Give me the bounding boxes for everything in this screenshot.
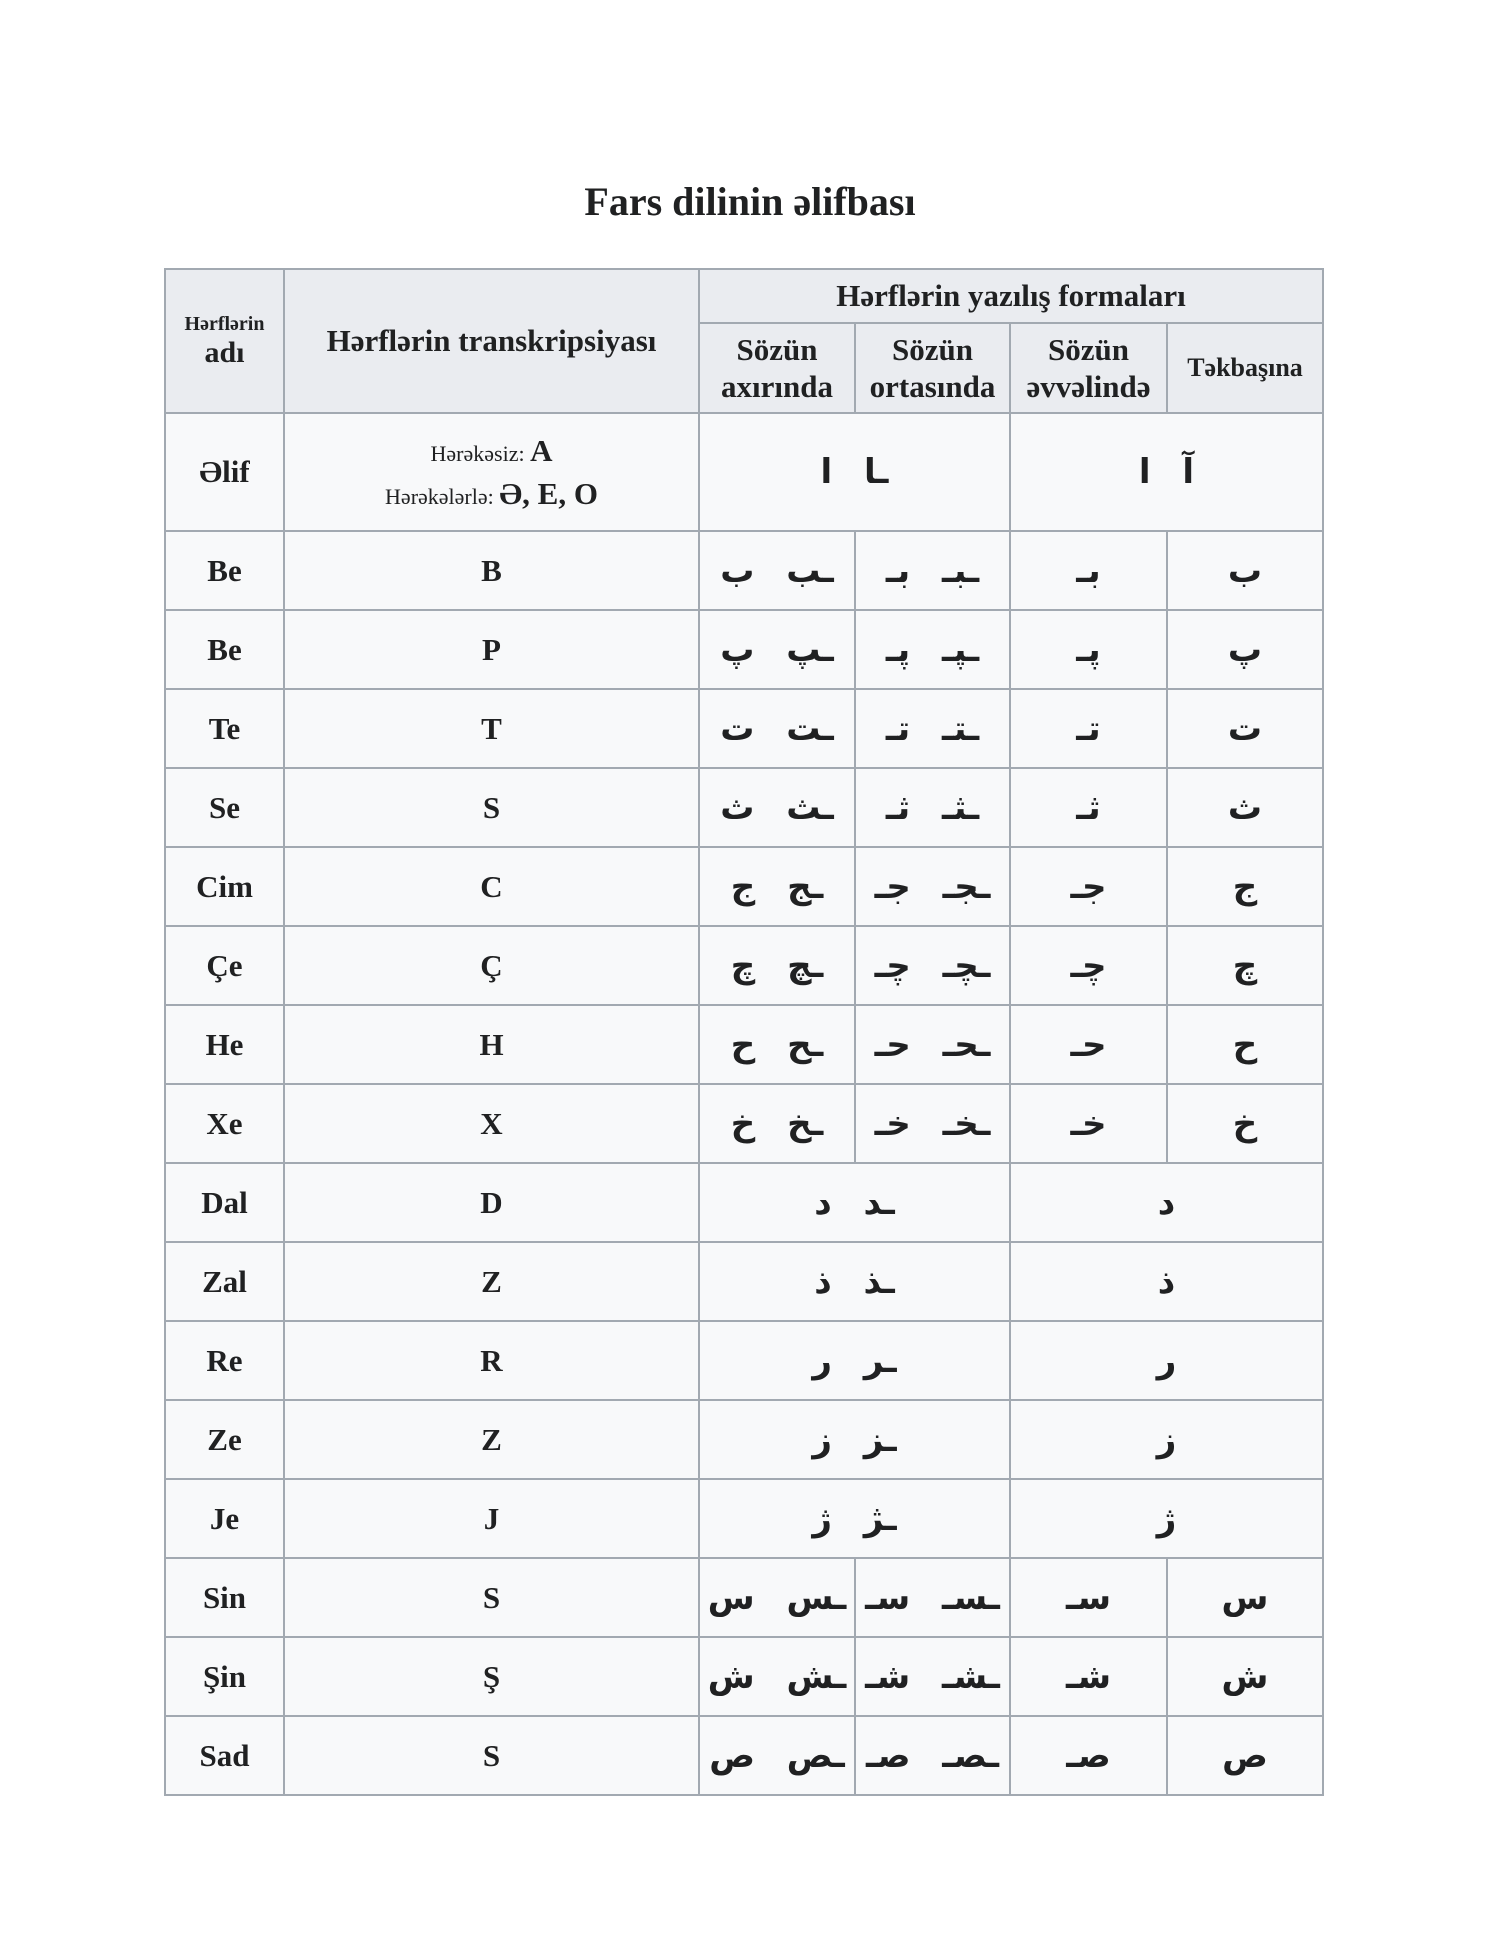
form-final-medial: ـذ ذ bbox=[699, 1242, 1010, 1321]
header-medial: Sözün ortasında bbox=[855, 323, 1010, 413]
table-row bbox=[165, 1242, 1323, 1321]
form-isolated: ب bbox=[1167, 531, 1323, 610]
form-initial: شـ bbox=[1010, 1637, 1167, 1716]
form-isolated: خ bbox=[1167, 1084, 1323, 1163]
form-initial-isolated: ذ bbox=[1010, 1242, 1323, 1321]
form-final-medial: ـر ر bbox=[699, 1321, 1010, 1400]
transcription: Ç bbox=[284, 926, 699, 1005]
table-row bbox=[165, 1479, 1323, 1558]
form-isolated: ص bbox=[1167, 1716, 1323, 1795]
letter-name: He bbox=[165, 1005, 284, 1084]
form-medial: ـچـ چـ bbox=[855, 926, 1010, 1005]
table-row bbox=[165, 768, 1323, 847]
form-medial: ـثـ ثـ bbox=[855, 768, 1010, 847]
form-initial-isolated: د bbox=[1010, 1163, 1323, 1242]
transcription: S bbox=[284, 768, 699, 847]
form-medial: ـصـ صـ bbox=[855, 1716, 1010, 1795]
letter-name: Se bbox=[165, 768, 284, 847]
form-initial: صـ bbox=[1010, 1716, 1167, 1795]
form-final: ـص ص bbox=[699, 1716, 855, 1795]
form-medial: ـپـ پـ bbox=[855, 610, 1010, 689]
letter-name: Şin bbox=[165, 1637, 284, 1716]
letter-name: Be bbox=[165, 610, 284, 689]
transcription: X bbox=[284, 1084, 699, 1163]
table-row bbox=[165, 531, 1323, 610]
letter-name: Zal bbox=[165, 1242, 284, 1321]
form-initial: پـ bbox=[1010, 610, 1167, 689]
form-initial: حـ bbox=[1010, 1005, 1167, 1084]
form-medial: ـشـ شـ bbox=[855, 1637, 1010, 1716]
form-isolated: ت bbox=[1167, 689, 1323, 768]
letter-name: Dal bbox=[165, 1163, 284, 1242]
header-name-bottom: adı bbox=[204, 335, 245, 369]
table-row bbox=[165, 1400, 1323, 1479]
letter-name: Sad bbox=[165, 1716, 284, 1795]
form-initial: خـ bbox=[1010, 1084, 1167, 1163]
header-forms: Hərflərin yazılış formaları bbox=[699, 269, 1323, 323]
form-final: ـب ب bbox=[699, 531, 855, 610]
letter-name: Ze bbox=[165, 1400, 284, 1479]
form-initial: بـ bbox=[1010, 531, 1167, 610]
transcription: B bbox=[284, 531, 699, 610]
letter-name: Re bbox=[165, 1321, 284, 1400]
form-medial: ـجـ جـ bbox=[855, 847, 1010, 926]
form-final: ـخ خ bbox=[699, 1084, 855, 1163]
header-name bbox=[165, 269, 284, 413]
letter-name: Əlif bbox=[165, 413, 284, 531]
form-initial-isolated: ژ bbox=[1010, 1479, 1323, 1558]
form-isolated: ث bbox=[1167, 768, 1323, 847]
form-medial: ـبـ بـ bbox=[855, 531, 1010, 610]
transcription: R bbox=[284, 1321, 699, 1400]
table-row-elif bbox=[165, 413, 1323, 531]
table-row bbox=[165, 1637, 1323, 1716]
transcription: Ş bbox=[284, 1637, 699, 1716]
transcription: T bbox=[284, 689, 699, 768]
form-isolated: ش bbox=[1167, 1637, 1323, 1716]
form-initial: تـ bbox=[1010, 689, 1167, 768]
table-row bbox=[165, 689, 1323, 768]
table-row bbox=[165, 1716, 1323, 1795]
form-isolated: پ bbox=[1167, 610, 1323, 689]
table-row bbox=[165, 1005, 1323, 1084]
form-isolated: چ bbox=[1167, 926, 1323, 1005]
page-title: Fars dilinin əlifbası bbox=[584, 179, 916, 224]
form-final: ـح ح bbox=[699, 1005, 855, 1084]
table-row bbox=[165, 926, 1323, 1005]
form-initial-isolated: ر bbox=[1010, 1321, 1323, 1400]
form-isolated: ح bbox=[1167, 1005, 1323, 1084]
letter-name: Je bbox=[165, 1479, 284, 1558]
table-row bbox=[165, 1084, 1323, 1163]
transcription: S bbox=[284, 1716, 699, 1795]
header-name-top: Hərflərin bbox=[184, 312, 265, 335]
table-row bbox=[165, 847, 1323, 926]
form-initial: ثـ bbox=[1010, 768, 1167, 847]
table-row bbox=[165, 1321, 1323, 1400]
form-initial: جـ bbox=[1010, 847, 1167, 926]
letter-name: Cim bbox=[165, 847, 284, 926]
header-transcription: Hərflərin transkripsiyası bbox=[284, 269, 699, 413]
transcription: D bbox=[284, 1163, 699, 1242]
form-final-medial: ـز ز bbox=[699, 1400, 1010, 1479]
form-final-medial: ـژ ژ bbox=[699, 1479, 1010, 1558]
form-final: ـج ج bbox=[699, 847, 855, 926]
transcription: P bbox=[284, 610, 699, 689]
transcription: J bbox=[284, 1479, 699, 1558]
form-final: ـس س bbox=[699, 1558, 855, 1637]
form-initial: سـ bbox=[1010, 1558, 1167, 1637]
transcription: C bbox=[284, 847, 699, 926]
letter-name: Sin bbox=[165, 1558, 284, 1637]
form-final: ـت ت bbox=[699, 689, 855, 768]
header-initial: Sözün əvvəlində bbox=[1010, 323, 1167, 413]
form-medial: ـسـ سـ bbox=[855, 1558, 1010, 1637]
transcription: H bbox=[284, 1005, 699, 1084]
letter-name: Çe bbox=[165, 926, 284, 1005]
letter-name: Be bbox=[165, 531, 284, 610]
transcription: S bbox=[284, 1558, 699, 1637]
table-row bbox=[165, 1558, 1323, 1637]
form-initial-isolated: ز bbox=[1010, 1400, 1323, 1479]
form-final: ـث ث bbox=[699, 768, 855, 847]
form-final-medial: ـد د bbox=[699, 1163, 1010, 1242]
form-final: ـچ چ bbox=[699, 926, 855, 1005]
letter-name: Xe bbox=[165, 1084, 284, 1163]
transcription: Z bbox=[284, 1400, 699, 1479]
table-row bbox=[165, 610, 1323, 689]
form-isolated: ج bbox=[1167, 847, 1323, 926]
form-final: ـش ش bbox=[699, 1637, 855, 1716]
form-medial: ـحـ حـ bbox=[855, 1005, 1010, 1084]
header-isolated: Təkbaşına bbox=[1167, 323, 1323, 413]
form-initial: چـ bbox=[1010, 926, 1167, 1005]
header-final: Sözün axırında bbox=[699, 323, 855, 413]
table-row bbox=[165, 1163, 1323, 1242]
form-initial-isolated: آ ا bbox=[1010, 413, 1323, 531]
form-isolated: س bbox=[1167, 1558, 1323, 1637]
letter-name: Te bbox=[165, 689, 284, 768]
alphabet-table bbox=[164, 268, 1324, 1796]
form-final: ـپ پ bbox=[699, 610, 855, 689]
transcription: Hərəkəsiz: A Hərəkələrlə: Ə, E, O bbox=[284, 413, 699, 531]
transcription: Z bbox=[284, 1242, 699, 1321]
form-final-medial: ـا ا bbox=[699, 413, 1010, 531]
form-medial: ـتـ تـ bbox=[855, 689, 1010, 768]
form-medial: ـخـ خـ bbox=[855, 1084, 1010, 1163]
